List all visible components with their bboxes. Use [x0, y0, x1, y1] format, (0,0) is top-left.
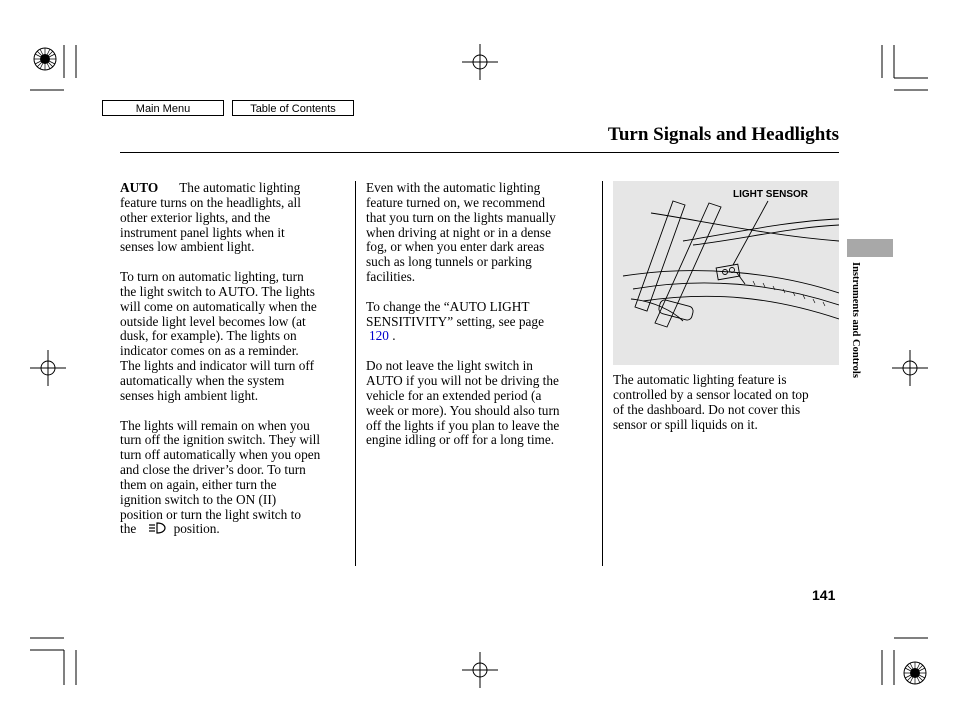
text-line: position.: [173, 521, 220, 537]
text-line: engine idling or off for a long time.: [366, 432, 555, 448]
text-line: and close the driver’s door. To turn: [120, 462, 306, 478]
table-of-contents-button[interactable]: Table of Contents: [232, 100, 354, 116]
registration-mark-icon: [900, 658, 930, 688]
text-line: ignition switch to the ON (II): [120, 491, 277, 507]
text-line: outside light level becomes low (at: [120, 313, 306, 329]
text-line: .: [392, 328, 396, 344]
column-divider: [355, 181, 356, 566]
text-line: other exterior lights, and the: [120, 209, 271, 225]
text-line: will come on automatically when the: [120, 298, 317, 314]
auto-paragraph: [120, 181, 350, 255]
text-line: feature turns on the headlights, all: [120, 194, 301, 210]
text-line: such as long tunnels or parking: [366, 254, 532, 270]
text-line: Do not leave the light switch in: [366, 358, 533, 374]
text-line: off the lights if you plan to leave the: [366, 417, 560, 433]
text-line: The lights and indicator will turn off: [120, 358, 314, 374]
crosshair-icon: [30, 350, 66, 386]
section-side-label: Instruments and Controls: [850, 262, 861, 378]
text-line: To change the “AUTO LIGHT: [366, 298, 530, 314]
text-line: sensor or spill liquids on it.: [613, 416, 758, 432]
page-link[interactable]: 120: [369, 328, 389, 344]
text-line: facilities.: [366, 269, 416, 285]
text-line: To turn on automatic lighting, turn: [120, 269, 304, 285]
text-line: SENSITIVITY” setting, see page: [366, 313, 544, 329]
crop-marks-top-left: [30, 40, 90, 95]
paragraph-do-not-leave: [366, 359, 596, 448]
text-line: the light switch to AUTO. The lights: [120, 283, 315, 299]
text-line: them on again, either turn the: [120, 476, 277, 492]
main-menu-button[interactable]: Main Menu: [102, 100, 224, 116]
paragraph-recommend: [366, 181, 596, 285]
text-line: feature turned on, we recommend: [366, 194, 546, 210]
text-line: The automatic lighting: [179, 180, 301, 195]
text-line: turn off the ignition switch. They will: [120, 432, 321, 448]
text-line: week or more). You should also turn: [366, 402, 560, 418]
text-line: turn off automatically when you open: [120, 447, 321, 463]
text-line: fog, or when you enter dark areas: [366, 239, 545, 255]
paragraph-sensor: [613, 373, 843, 432]
text-line: instrument panel lights when it: [120, 224, 285, 240]
text-line: when driving at night or in a dense: [366, 224, 552, 240]
text-line: senses high ambient light.: [120, 387, 259, 403]
light-sensor-figure: [613, 181, 839, 365]
column-1: [120, 181, 350, 552]
crosshair-icon: [462, 652, 498, 688]
text-line: that you turn on the lights manually: [366, 209, 556, 225]
auto-label: AUTO: [120, 180, 159, 195]
crosshair-icon: [462, 44, 498, 80]
crop-marks-bottom-left: [30, 630, 90, 690]
paragraph-turn-on: [120, 270, 350, 404]
text-line: of the dashboard. Do not cover this: [613, 401, 801, 417]
text-line: vehicle for an extended period (a: [366, 387, 542, 403]
text-line: automatically when the system: [120, 372, 285, 388]
text-line: senses low ambient light.: [120, 239, 255, 255]
headlight-indicator-icon: [146, 522, 168, 534]
text-line: The lights will remain on when you: [120, 417, 310, 433]
page-number: 141: [812, 587, 836, 603]
figure-label: LIGHT SENSOR: [733, 189, 809, 200]
text-line: dusk, for example). The lights on: [120, 328, 297, 344]
text-line: The automatic lighting feature is: [613, 372, 787, 387]
title-rule: [120, 152, 839, 153]
paragraph-remain-on: [120, 419, 350, 538]
section-tab[interactable]: [847, 239, 893, 257]
paragraph-sensitivity: [366, 300, 596, 345]
text-line: AUTO if you will not be driving the: [366, 372, 559, 388]
crosshair-icon: [892, 350, 928, 386]
text-line: Even with the automatic lighting: [366, 180, 541, 195]
column-divider: [602, 181, 603, 566]
text-line: the: [120, 521, 137, 537]
crop-marks-top-right: [870, 40, 930, 95]
text-line: indicator comes on as a reminder.: [120, 343, 299, 359]
page-title: Turn Signals and Headlights: [607, 124, 839, 145]
dashboard-illustration: [613, 181, 839, 365]
text-line: position or turn the light switch to: [120, 506, 301, 522]
text-line: controlled by a sensor located on top: [613, 386, 809, 402]
column-3: [613, 373, 843, 447]
column-2: [366, 181, 596, 463]
